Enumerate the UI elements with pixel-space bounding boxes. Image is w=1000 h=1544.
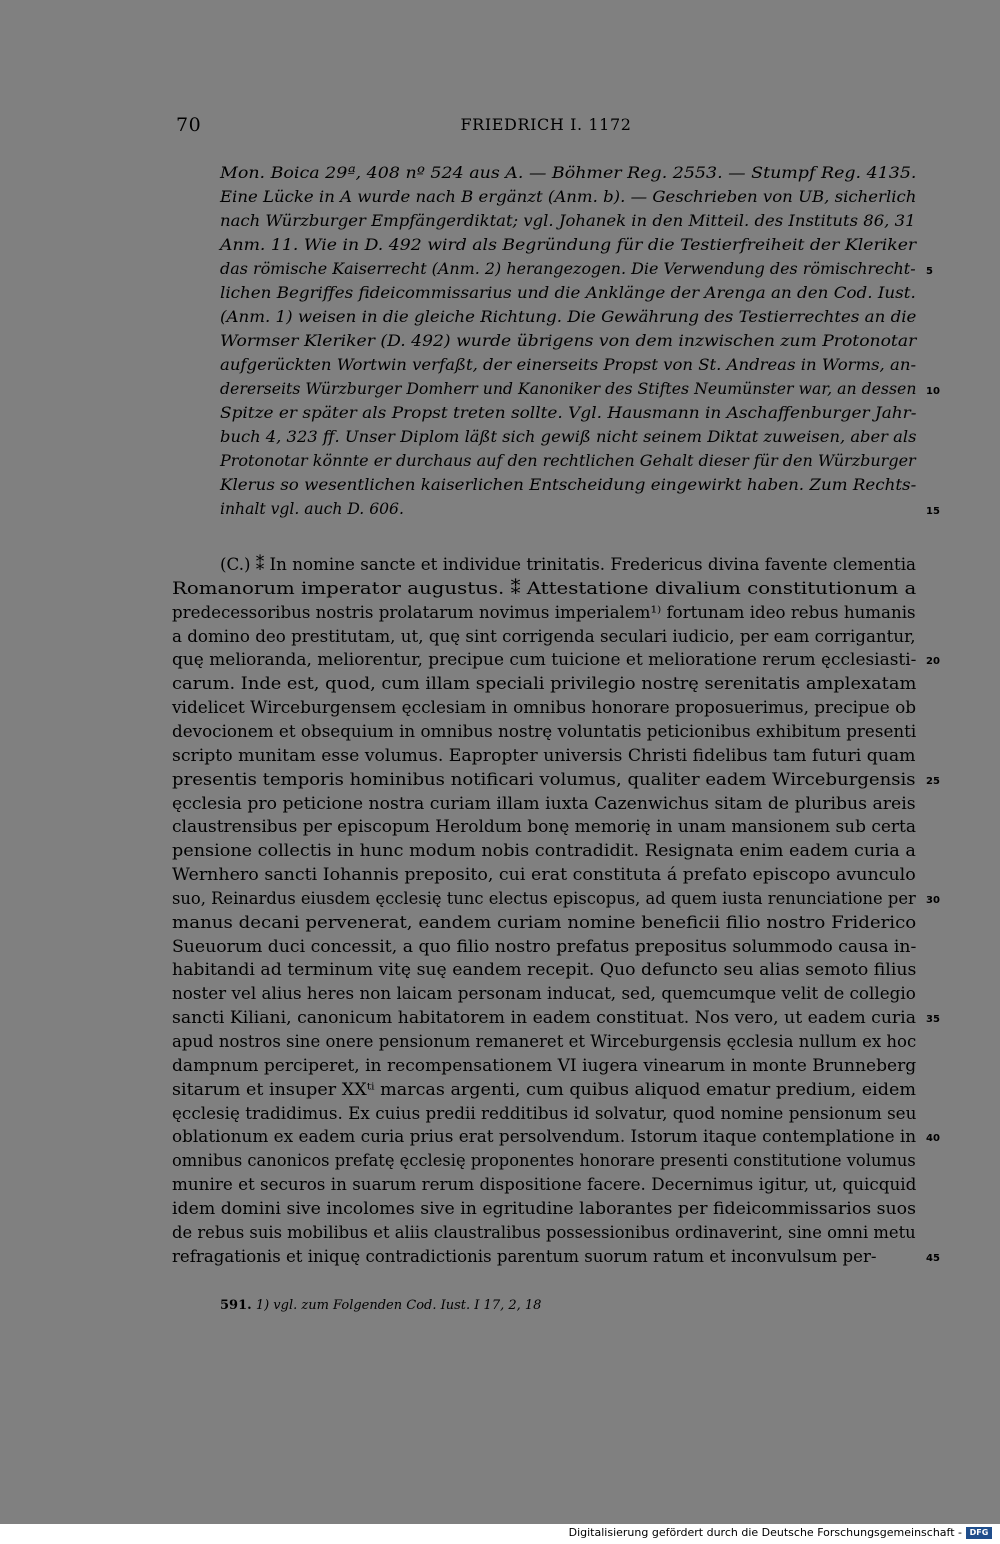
charter-line: carum. Inde est, quod, cum illam speciali privilegio nostrę serenitatis amplexatam [172,674,917,694]
commentary-line: Protonotar könnte er durchaus auf den rechtlichen Gehalt dieser für den Würzburger [220,452,916,470]
charter-line: devocionem et obsequium in omnibus nostrę voluntatis peticionibus exhibitum presenti [172,721,917,741]
footnote-text: 1) vgl. zum Folgenden Cod. Iust. I 17, 2, 18 [255,1298,542,1313]
line-number: 40 [926,1133,940,1145]
commentary-line: Spitze er später als Propst treten sollte. Vgl. Hausmann in Aschaffenburger Jahr- [220,404,917,422]
charter-line: de rebus suis mobilibus et aliis claustralibus possessionibus ordinaverint, sine omni metu [172,1222,916,1242]
dfg-logo-icon: DFG [966,1527,992,1539]
charter-line: munire et securos in suarum rerum dispositione facere. Decernimus igitur, ut, quicquid [172,1175,917,1195]
line-number: 10 [926,386,940,397]
charter-line: a domino deo prestitutam, ut, quę sint corrigenda seculari iudicio, per eam corrigantur, [172,626,916,646]
line-number: 25 [926,775,940,787]
commentary-line: dererseits Würzburger Domherr und Kanoniker des Stiftes Neumünster war, an dessen [220,380,917,398]
charter-line: suo, Reinardus eiusdem ęcclesię tunc electus episcopus, ad quem iusta renunciatione per [172,888,916,908]
credit-text: Digitalisierung gefördert durch die Deutsche Forschungsgemeinschaft - [568,1526,962,1539]
line-number: 45 [926,1252,940,1264]
line-number: 30 [926,894,940,906]
charter-line: scripto munitam esse volumus. Eapropter universis Christi fidelibus tam futuri quam [172,745,916,765]
line-number: 35 [926,1014,940,1026]
line-number: 20 [926,656,940,668]
charter-line: dampnum perciperet, in recompensationem VI iugera vinearum in monte Brunneberg [172,1055,917,1075]
commentary-line: aufgerückten Wortwin verfaßt, der einerseits Propst von St. Andreas in Worms, an- [220,356,917,374]
charter-line: claustrensibus per episcopum Heroldum bonę memorię in unam mansionem sub certa [172,817,916,837]
charter-line: manus decani pervenerat, eandem curiam nomine beneficii filio nostro Friderico [172,912,917,932]
charter-line: refragationis et iniquę contradictionis parentum suorum ratum et inconvulsum per- [172,1246,877,1266]
charter-line: ęcclesia pro peticione nostra curiam illam iuxta Cazenwichus sitam de pluribus areis [172,793,916,813]
charter-line: sancti Kiliani, canonicum habitatorem in eadem constituat. Nos vero, ut eadem curia [172,1008,916,1028]
footnote [220,1298,541,1313]
line-number: 5 [926,266,933,277]
commentary-line: (Anm. 1) weisen in die gleiche Richtung. Die Gewährung des Testierrechtes an die [220,308,917,326]
charter-line: predecessoribus nostris prolatarum novimus imperialem¹⁾ fortunam ideo rebus humanis [172,602,916,622]
running-title: FRIEDRICH I. 1172 [460,115,632,134]
charter-line: Sueuorum duci concessit, a quo filio nostro prefatus prepositus solummodo causa in- [172,936,917,956]
credit-bar [0,1524,1000,1544]
commentary-line: lichen Begriffes fideicommissarius und die Anklänge der Arenga an den Cod. Iust. [220,284,916,302]
charter-line: videlicet Wirceburgensem ęcclesiam in omnibus honorare proposuerimus, precipue ob [172,698,917,718]
charter-line: sitarum et insuper XXᵗⁱ marcas argenti, cum quibus aliquod ematur predium, eidem [172,1079,916,1099]
charter-line: quę melioranda, meliorentur, precipue cum tuicione et melioratione rerum ęcclesiasti- [172,650,917,670]
charter-line: apud nostros sine onere pensionum remaneret et Wirceburgensis ęcclesia nullum ex hoc [172,1032,917,1051]
page-number: 70 [176,114,202,136]
commentary-line: inhalt vgl. auch D. 606. [220,500,404,518]
charter-line: ęcclesię tradidimus. Ex cuius predii redditibus id solvatur, quod nomine pensionum seu [172,1103,917,1123]
commentary-line: nach Würzburger Empfängerdiktat; vgl. Johanek in den Mitteil. des Instituts 86, 31 [220,212,916,230]
charter-line: idem domini sive incolomes sive in egritudine laborantes per fideicommissarios suos [172,1198,916,1218]
commentary-line: das römische Kaiserrecht (Anm. 2) herangezogen. Die Verwendung des römischrecht- [220,260,916,278]
charter-line: presentis temporis hominibus notificari volumus, qualiter eadem Wirceburgensis [172,769,916,789]
commentary-line: Anm. 11. Wie in D. 492 wird als Begründung für die Testierfreiheit der Kleriker [220,236,917,254]
footnote-number: 591. [220,1298,252,1313]
running-head [176,114,916,140]
charter-line: noster vel alius heres non laicam personam inducat, sed, quemcumque velit de collegio [172,984,916,1004]
charter-line: pensione collectis in hunc modum nobis contradidit. Resignata enim eadem curia a [172,841,916,861]
line-number: 15 [926,506,940,517]
charter-line: habitandi ad terminum vitę suę eandem recepit. Quo defuncto seu alias semoto filius [172,960,917,980]
charter-line: (C.) ⁑ In nomine sancte et individue trinitatis. Fredericus divina favente clementia [220,555,917,574]
commentary-line: Eine Lücke in A wurde nach B ergänzt (Anm. b). — Geschrieben von UB, sicherlich [220,188,917,206]
commentary-line: buch 4, 323 ff. Unser Diplom läßt sich gewiß nicht seinem Diktat zuweisen, aber als [220,428,917,446]
commentary-line: Wormser Kleriker (D. 492) wurde übrigens von dem inzwischen zum Protonotar [220,332,917,350]
commentary-line: Mon. Boica 29ª, 408 nº 524 aus A. — Böhmer Reg. 2553. — Stumpf Reg. 4135. [220,164,917,182]
charter-line: omnibus canonicos prefatę ęcclesię proponentes honorare presenti constitutione volumus [172,1151,916,1171]
charter-line: Romanorum imperator augustus. ⁑ Attestatione divalium constitutionum a [172,578,917,598]
charter-line: Wernhero sancti Iohannis preposito, cui erat constituta á prefato episcopo avunculo [172,865,916,885]
charter-line: oblationum ex eadem curia prius erat persolvendum. Istorum itaque contemplatione in [172,1127,917,1147]
commentary-line: Klerus so wesentlichen kaiserlichen Entscheidung eingewirkt haben. Zum Rechts- [220,476,917,494]
